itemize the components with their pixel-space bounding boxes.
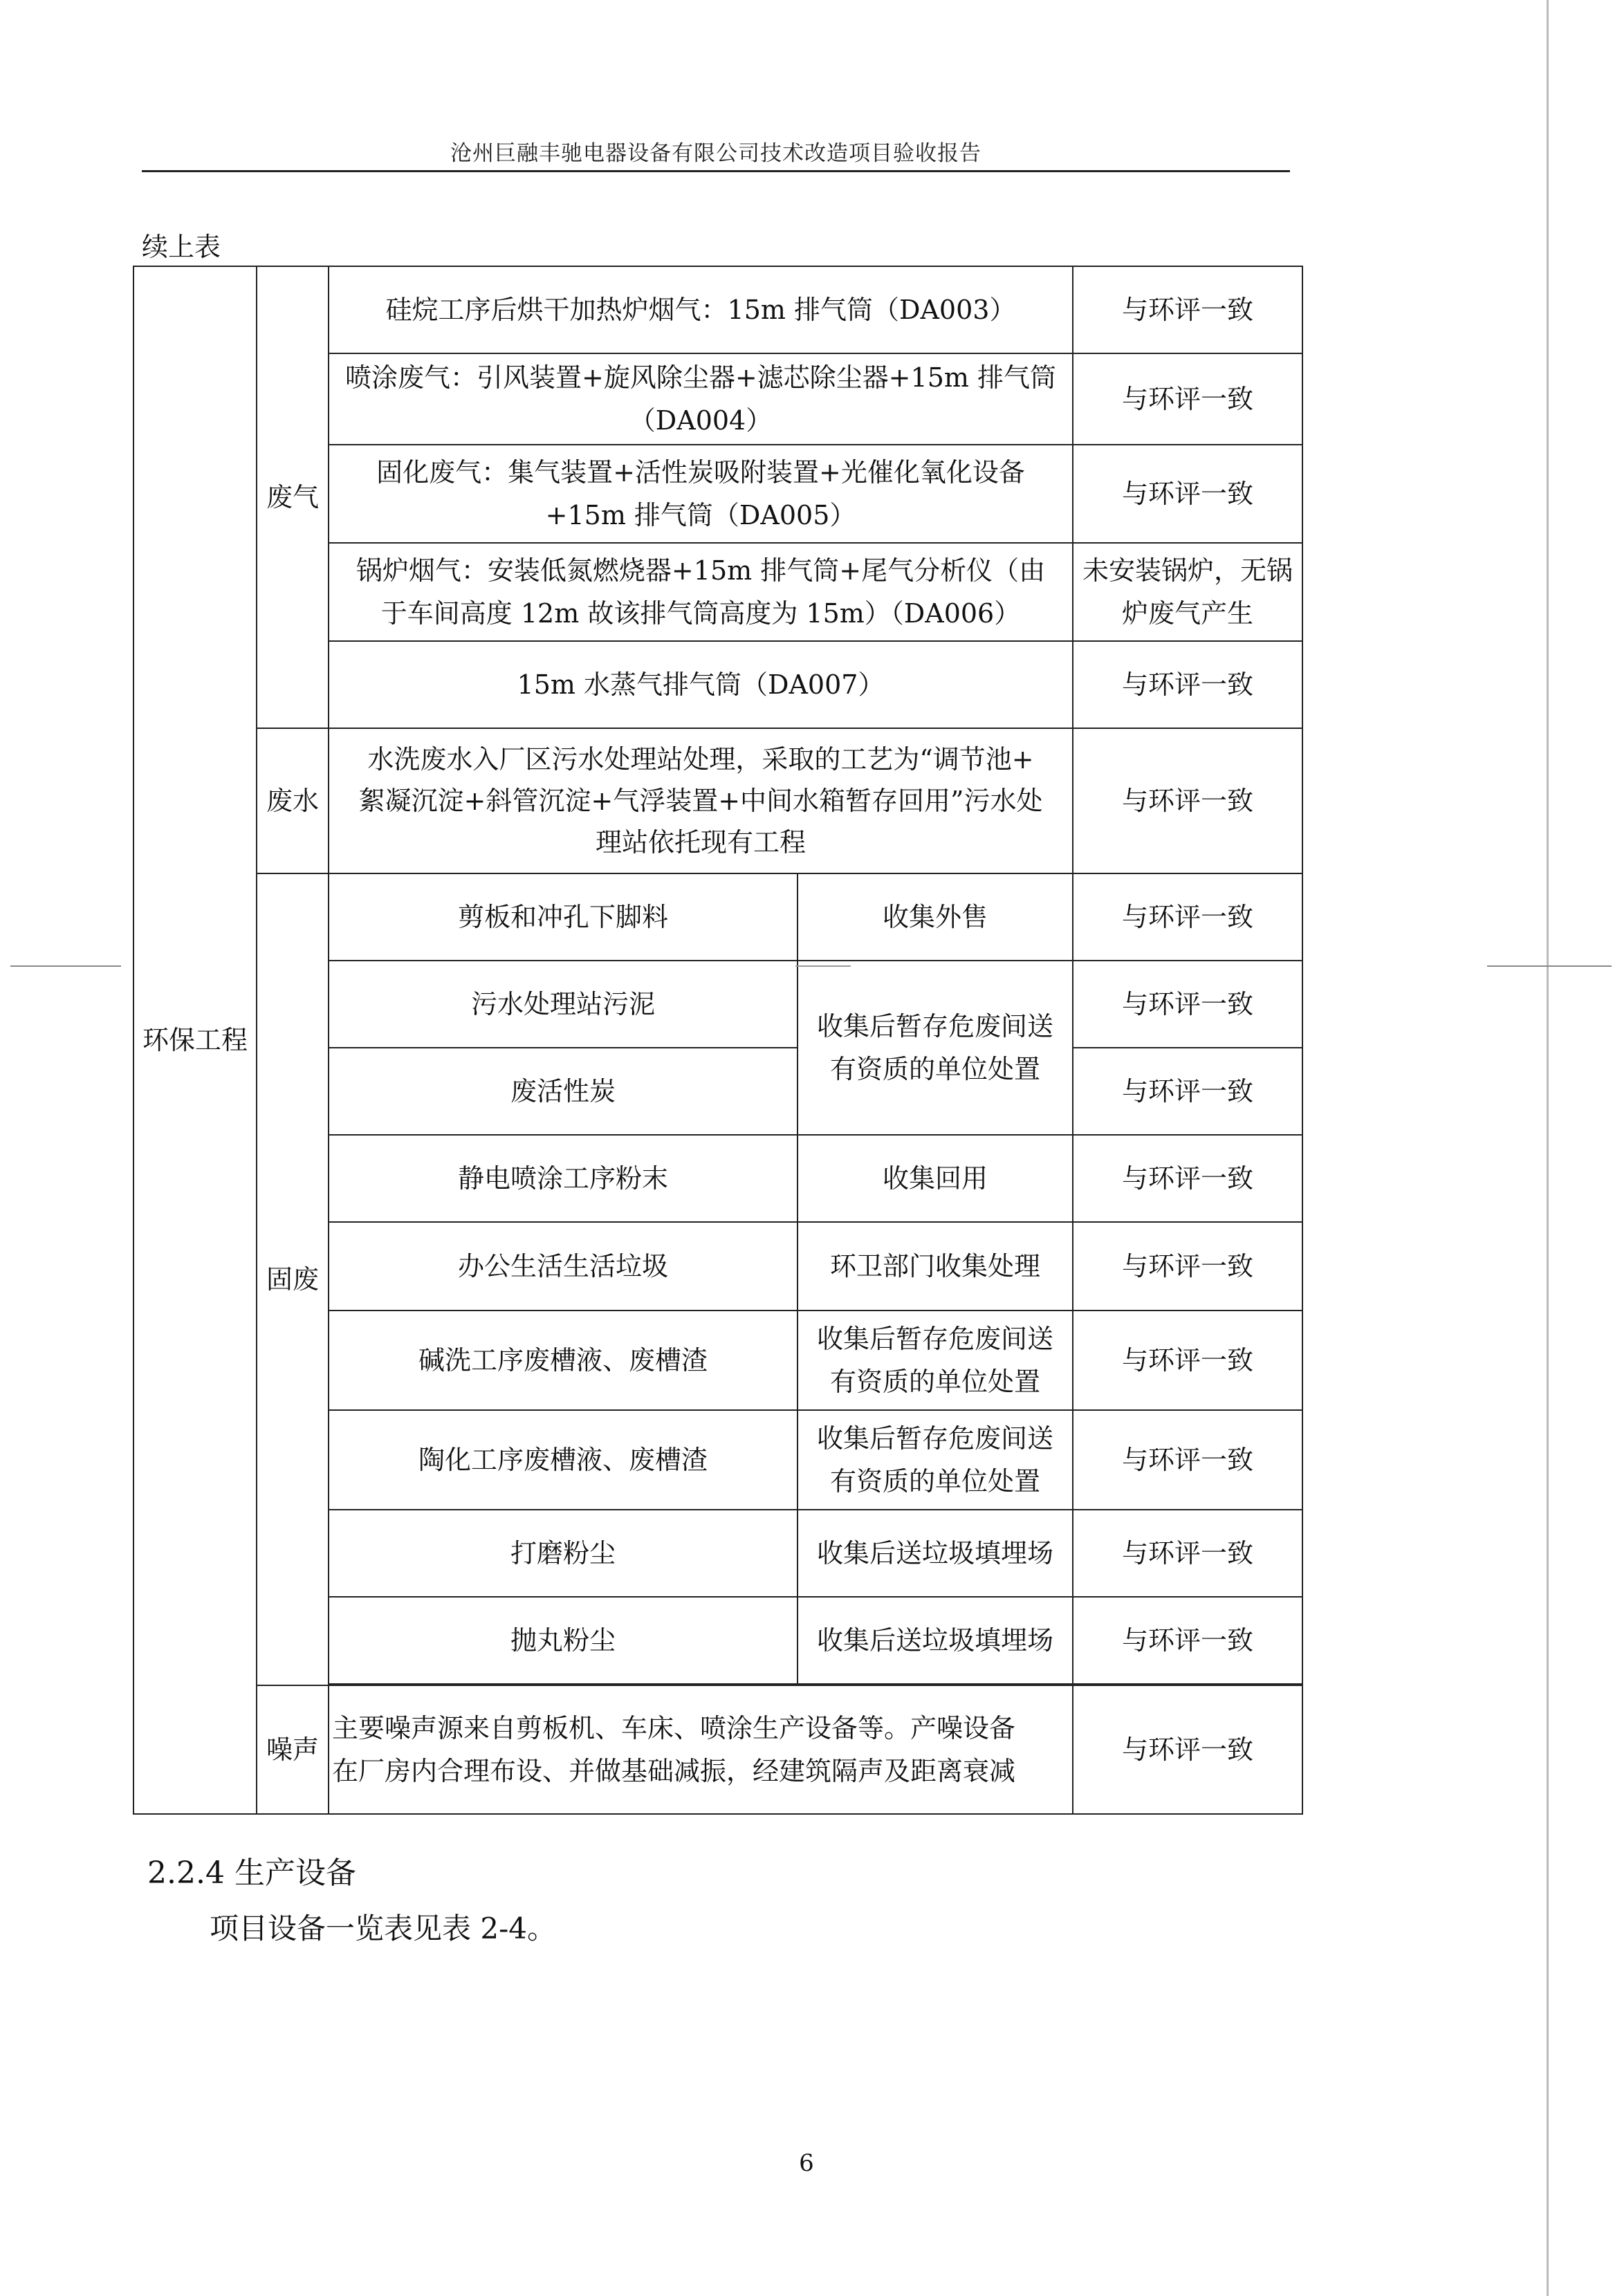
- waste-gas-measure: 喷涂废气：引风装置+旋风除尘器+滤芯除尘器+15m 排气筒 （DA004）: [329, 353, 1073, 445]
- waste-gas-measure: 固化废气：集气装置+活性炭吸附装置+光催化氧化设备 +15m 排气筒（DA005）: [329, 445, 1073, 543]
- status-cell: 与环评一致: [1073, 1311, 1302, 1410]
- solid-waste-item: 抛丸粉尘: [329, 1597, 798, 1684]
- status-cell: 与环评一致: [1073, 641, 1302, 728]
- status-cell: 与环评一致: [1073, 728, 1302, 873]
- solid-waste-item: 打磨粉尘: [329, 1510, 798, 1597]
- status-cell: 与环评一致: [1073, 1597, 1302, 1684]
- status-cell: 与环评一致: [1073, 873, 1302, 961]
- fold-line: [10, 965, 121, 967]
- table-row: [133, 1685, 1302, 1814]
- category-cell: 环保工程: [133, 266, 257, 1814]
- table-row: [133, 873, 1302, 961]
- status-cell: 与环评一致: [1073, 1135, 1302, 1222]
- treatment-cell: 收集外售: [798, 873, 1073, 961]
- noise-measure: 主要噪声源来自剪板机、车床、喷涂生产设备等。产噪设备 在厂房内合理布设、并做基础减振，经建筑隔声及距离衰减: [329, 1685, 1073, 1814]
- group-label-waste-gas: 废气: [257, 266, 329, 728]
- waste-gas-measure: 硅烷工序后烘干加热炉烟气：15m 排气筒（DA003）: [329, 266, 1073, 353]
- environmental-engineering-table: [133, 266, 1303, 1815]
- treatment-cell: 环卫部门收集处理: [798, 1222, 1073, 1311]
- status-cell: 与环评一致: [1073, 1510, 1302, 1597]
- status-cell: 与环评一致: [1073, 1685, 1302, 1814]
- status-cell: 未安装锅炉，无锅 炉废气产生: [1073, 543, 1302, 641]
- waste-water-measure: 水洗废水入厂区污水处理站处理，采取的工艺为“调节池+ 絮凝沉淀+斜管沉淀+气浮装置+中间水箱暂存回用”污水处 理站依托现有工程: [329, 728, 1073, 873]
- page-header: 沧州巨融丰驰电器设备有限公司技术改造项目验收报告: [450, 141, 981, 166]
- body-paragraph: 项目设备一览表见表 2-4。: [210, 1911, 556, 1945]
- header-divider: [142, 170, 1290, 172]
- fold-line: [1487, 965, 1612, 967]
- status-cell: 与环评一致: [1073, 445, 1302, 543]
- solid-waste-item: 污水处理站污泥: [329, 961, 798, 1048]
- table-caption: 续上表: [142, 232, 221, 262]
- status-cell: 与环评一致: [1073, 1048, 1302, 1135]
- waste-gas-measure: 15m 水蒸气排气筒（DA007）: [329, 641, 1073, 728]
- status-cell: 与环评一致: [1073, 1222, 1302, 1311]
- solid-waste-item: 剪板和冲孔下脚料: [329, 873, 798, 961]
- section-heading: 2.2.4 生产设备: [147, 1855, 356, 1891]
- group-label-noise: 噪声: [257, 1685, 329, 1814]
- treatment-cell: 收集后暂存危废间送 有资质的单位处置: [798, 961, 1073, 1135]
- solid-waste-item: 废活性炭: [329, 1048, 798, 1135]
- waste-gas-measure: 锅炉烟气：安装低氮燃烧器+15m 排气筒+尾气分析仪（由 于车间高度 12m 故该排气筒高度为 15m）（DA006）: [329, 543, 1073, 641]
- page-number: 6: [799, 2149, 814, 2177]
- treatment-cell: 收集后送垃圾填埋场: [798, 1597, 1073, 1684]
- solid-waste-item: 办公生活生活垃圾: [329, 1222, 798, 1311]
- table-row: [133, 266, 1302, 353]
- treatment-cell: 收集后送垃圾填埋场: [798, 1510, 1073, 1597]
- table-row: [133, 728, 1302, 873]
- group-label-waste-water: 废水: [257, 728, 329, 873]
- binding-edge: [1547, 0, 1549, 2296]
- treatment-cell: 收集回用: [798, 1135, 1073, 1222]
- scan-mark: [795, 965, 851, 967]
- solid-waste-item: 陶化工序废槽液、废槽渣: [329, 1410, 798, 1510]
- treatment-cell: 收集后暂存危废间送 有资质的单位处置: [798, 1311, 1073, 1410]
- group-label-solid-waste: 固废: [257, 873, 329, 1685]
- solid-waste-item: 静电喷涂工序粉末: [329, 1135, 798, 1222]
- status-cell: 与环评一致: [1073, 353, 1302, 445]
- status-cell: 与环评一致: [1073, 961, 1302, 1048]
- status-cell: 与环评一致: [1073, 1410, 1302, 1510]
- treatment-cell: 收集后暂存危废间送 有资质的单位处置: [798, 1410, 1073, 1510]
- solid-waste-item: 碱洗工序废槽液、废槽渣: [329, 1311, 798, 1410]
- status-cell: 与环评一致: [1073, 266, 1302, 353]
